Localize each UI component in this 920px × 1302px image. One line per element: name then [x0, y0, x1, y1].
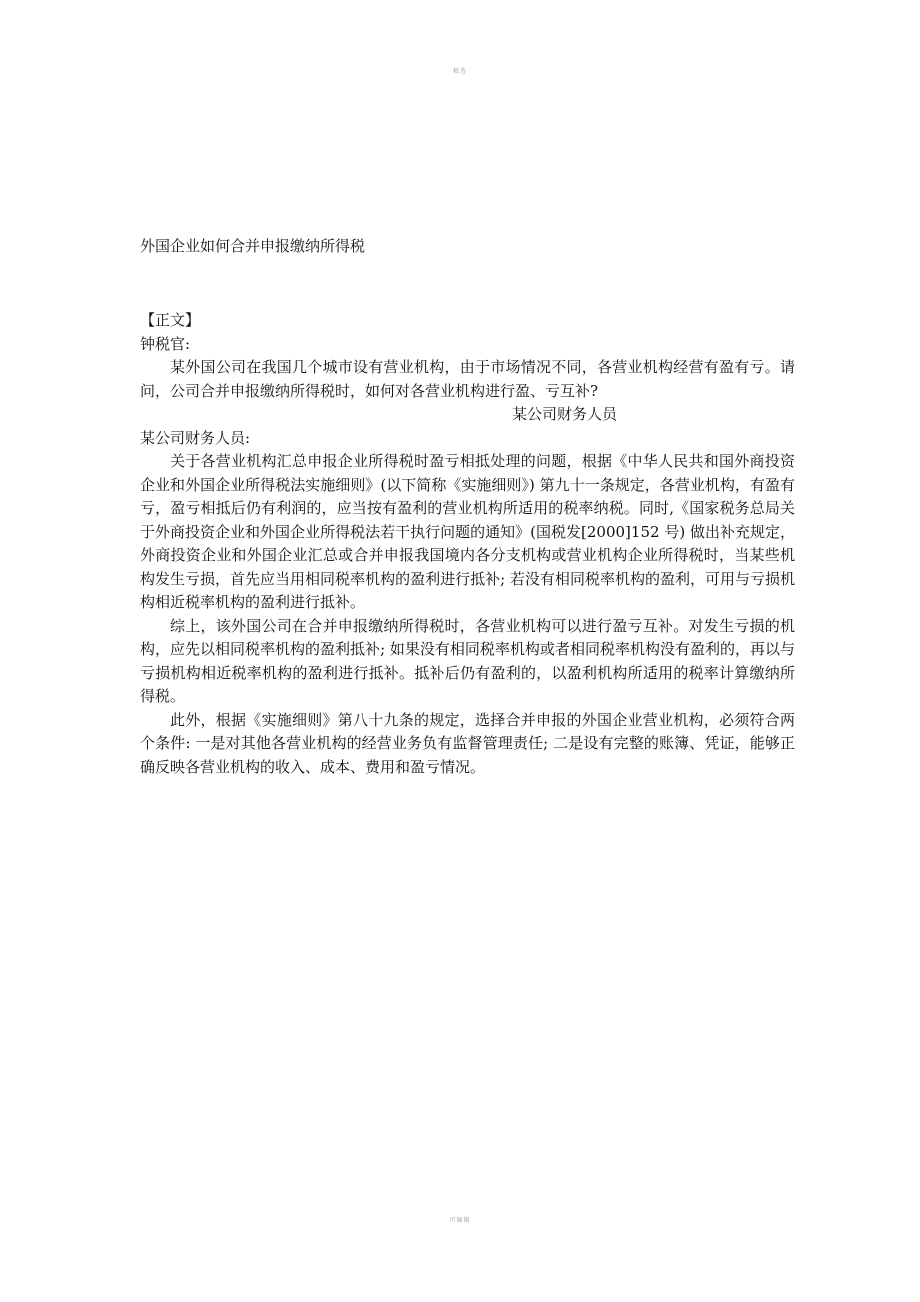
question-paragraph: 某外国公司在我国几个城市设有营业机构，由于市场情况不同，各营业机构经营有盈有亏。请问，公司合并申报缴纳所得税时，如何对各营业机构进行盈、亏互补?: [140, 358, 795, 400]
answer-paragraph-2: 综上，该外国公司在合并申报缴纳所得税时，各营业机构可以进行盈亏互补。对发生亏损的机构，应先以相同税率机构的盈利抵补; 如果没有相同税率机构或者相同税率机构没有盈利的，再以与亏损机构相近税率机构的盈利进行抵补。抵补后仍有盈利的，以盈利机构所适用的税率计算缴纳所得税。: [140, 616, 795, 705]
answer-paragraph-3: 此外，根据《实施细则》第八十九条的规定，选择合并申报的外国企业营业机构，必须符合两个条件: 一是对其他各营业机构的经营业务负有监督管理责任; 二是设有完整的账簿、凭证，能够正确反映各营业机构的收入、成本、费用和盈亏情况。: [140, 710, 795, 776]
answer-salutation: 某公司财务人员:: [140, 428, 251, 447]
document-title: 外国企业如何合并申报缴纳所得税: [140, 237, 366, 255]
page-header: 精选: [452, 68, 467, 75]
question-salutation: 钟税官:: [140, 334, 191, 353]
section-marker: 【正文】: [140, 311, 201, 329]
page-footer: 可编辑: [449, 1217, 471, 1224]
document-body: [140, 309, 795, 779]
answer-paragraph-1: 关于各营业机构汇总申报企业所得税时盈亏相抵处理的问题，根据《中华人民共和国外商投资企业和外国企业所得税法实施细则》(以下简称《实施细则》) 第九十一条规定，各营业机构，有盈有亏，盈亏相抵后仍有利润的，应当按有盈利的营业机构所适用的税率纳税。同时,《国家税务总局关于外商投资企业和外国企业所得税法若干执行问题的通知》(国税发[2000]152 号) 做出补充规定，外商投资企业和外国企业汇总或合并申报我国境内各分支机构或营业机构企业所得税时，当某些机构发生亏损，首先应当用相同税率机构的盈利进行抵补; 若没有相同税率机构的盈利，可用与亏损机构相近税率机构的盈利进行抵补。: [140, 452, 795, 611]
question-signature: 某公司财务人员: [512, 405, 618, 423]
